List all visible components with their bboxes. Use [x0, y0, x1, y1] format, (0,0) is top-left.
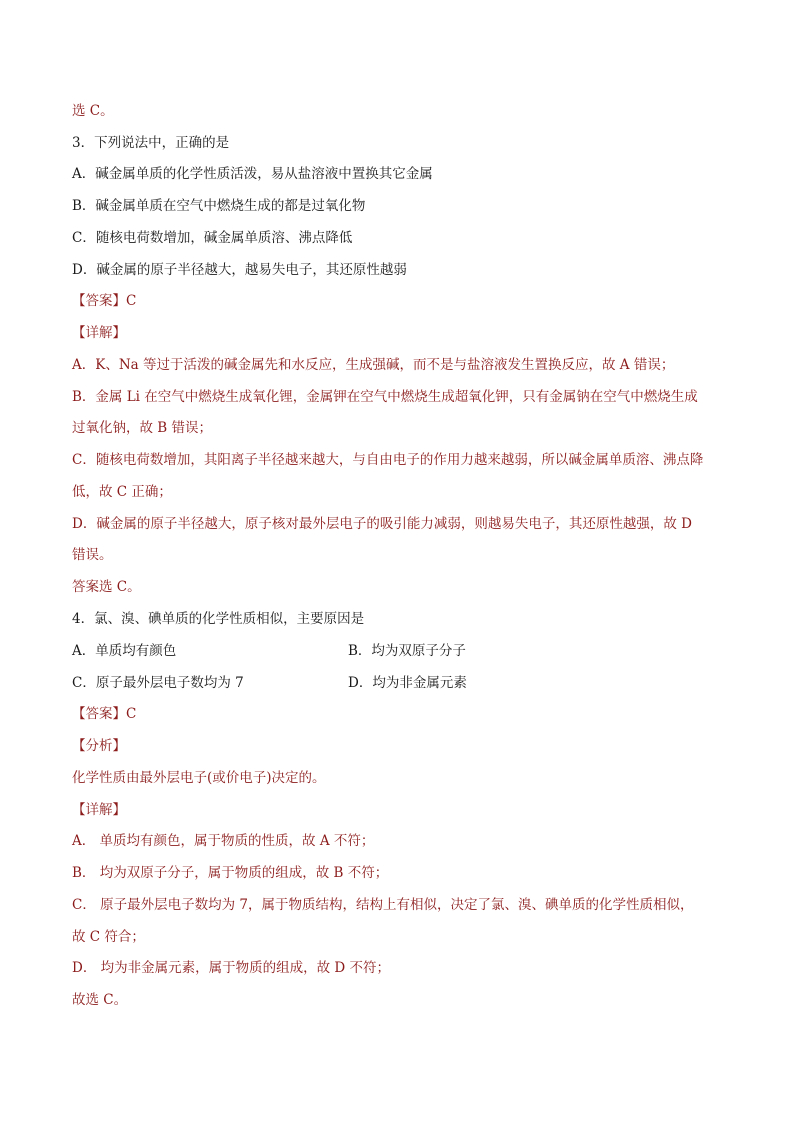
q3-detail-b-line1: B．金属 Li 在空气中燃烧生成氧化锂，金属钾在空气中燃烧生成超氧化钾，只有金属钠在空气中燃烧生成: [72, 389, 698, 405]
q4-option-c: C．原子最外层电子数均为 7: [72, 675, 244, 691]
q3-detail-d-line2: 错误。: [72, 547, 113, 563]
q4-options-row2: [72, 673, 722, 693]
q4-analysis-label: 【分析】: [72, 738, 126, 754]
q4-option-d: D．均为非金属元素: [348, 675, 467, 691]
q3-option-d: D．碱金属的原子半径越大，越易失电子，其还原性越弱: [72, 262, 407, 278]
q4-option-a: A．单质均有颜色: [72, 643, 177, 659]
q4-detail-c-line1: C． 原子最外层电子数均为 7，属于物质结构，结构上有相似，决定了氯、溴、碘单质的化学性质相似，: [72, 897, 694, 913]
q4-detail-label: 【详解】: [72, 802, 126, 818]
q3-answer: 【答案】C: [72, 293, 137, 309]
q3-detail-label: 【详解】: [72, 325, 126, 341]
q3-option-c: C．随核电荷数增加，碱金属单质溶、沸点降低: [72, 230, 353, 246]
q4-stem: 4．氯、溴、碘单质的化学性质相似，主要原因是: [72, 611, 365, 627]
q3-conclusion: 答案选 C。: [72, 579, 141, 595]
q4-detail-a: A． 单质均有颜色，属于物质的性质，故 A 不符；: [72, 833, 375, 849]
q3-option-a: A．碱金属单质的化学性质活泼，易从盐溶液中置换其它金属: [72, 166, 433, 182]
q4-conclusion: 故选 C。: [72, 992, 128, 1008]
q4-option-b: B．均为双原子分子: [348, 643, 466, 659]
q3-stem: 3．下列说法中，正确的是: [72, 135, 230, 151]
q4-answer: 【答案】C: [72, 706, 137, 722]
q3-detail-d-line1: D．碱金属的原子半径越大，原子核对最外层电子的吸引能力减弱，则越易失电子，其还原性越强，故 D: [72, 516, 692, 532]
q3-detail-b-line2: 过氧化钠，故 B 错误；: [72, 420, 213, 436]
q4-detail-b: B． 均为双原子分子，属于物质的组成，故 B 不符；: [72, 865, 389, 881]
q4-analysis: 化学性质由最外层电子(或价电子)决定的。: [72, 770, 326, 786]
q3-option-b: B．碱金属单质在空气中燃烧生成的都是过氧化物: [72, 198, 366, 214]
prev-conclusion: 选 C。: [72, 103, 114, 119]
q3-detail-c-line1: C．随核电荷数增加，其阳离子半径越来越大，与自由电子的作用力越来越弱，所以碱金属单质溶、沸点降: [72, 452, 704, 468]
q4-options-row1: [72, 641, 722, 661]
q3-detail-c-line2: 低，故 C 正确；: [72, 484, 172, 500]
q4-detail-d: D． 均为非金属元素，属于物质的组成，故 D 不符；: [72, 960, 391, 976]
q3-detail-a: A．K、Na 等过于活泼的碱金属先和水反应，生成强碱，而不是与盐溶液发生置换反应，故 A 错误；: [72, 357, 675, 373]
q4-detail-c-line2: 故 C 符合；: [72, 929, 145, 945]
